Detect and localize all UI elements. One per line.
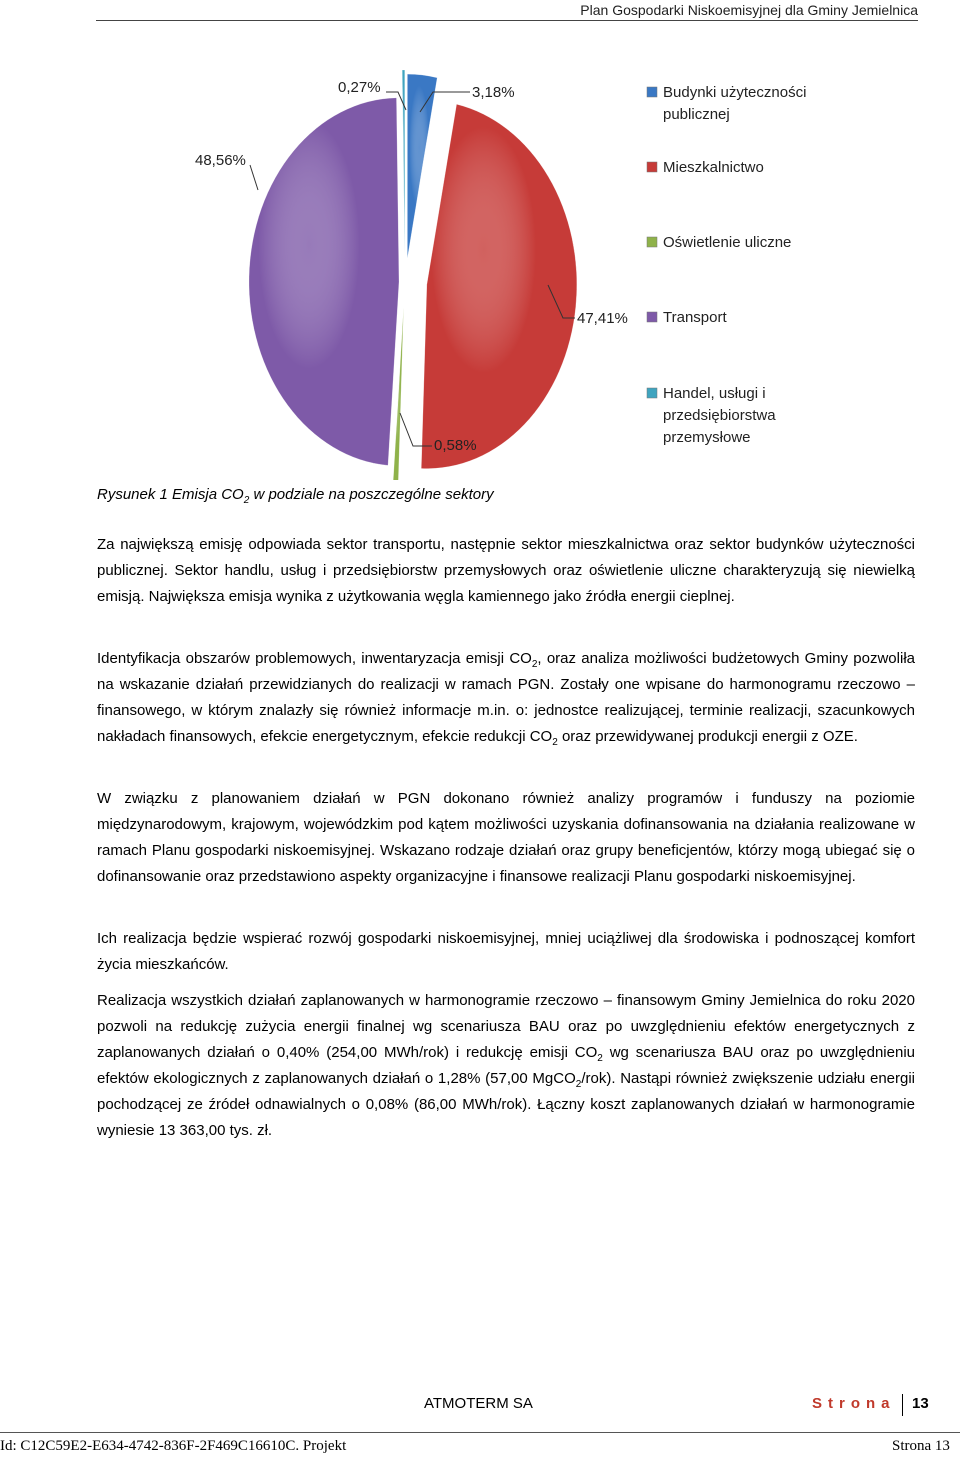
leader-line-3	[250, 165, 258, 190]
figure-caption	[97, 486, 494, 506]
pie-slice-shade-0	[407, 74, 437, 258]
p2-part-b: , oraz analiza możliwości budżetowych Gminy pozwoliła na wskazanie działań przewidzianych do realizacji w ramach PGN. Zostały one wpisane do harmonogramu rzeczowo – finansowego, w którym znalazły się również informacje m.in. o: jednostce realizującej, terminie realizacji, szacunkowych nakładach finansowych, efekcie energetycznym, efekcie redukcji CO	[97, 650, 915, 745]
data-label-1: 47,41%	[577, 310, 628, 327]
p5-sub-2: 2	[575, 1079, 582, 1090]
legend-swatch-0	[647, 87, 657, 97]
document-page-label: Strona 13	[892, 1438, 950, 1454]
p2-part-a: Identyfikacja obszarów problemowych, inwentaryzacja emisji CO	[97, 650, 532, 667]
pie-slice-shade-3	[249, 98, 399, 465]
footer-page-number: 13	[912, 1395, 929, 1412]
legend-swatch-4	[647, 388, 657, 398]
p2-part-c: oraz przewidywanej produkcji energii z OZE.	[557, 728, 858, 745]
footer-separator	[902, 1394, 903, 1416]
data-label-4: 0,27%	[338, 79, 381, 96]
legend-swatch-3	[647, 312, 657, 322]
legend-label-4: Handel, usługi i przedsiębiorstwa przemysłowe	[663, 385, 776, 446]
document-id: Id: C12C59E2-E634-4742-836F-2F469C16610C. Projekt	[0, 1438, 347, 1454]
caption-sub: 2	[243, 495, 250, 506]
emission-pie-chart	[0, 0, 960, 480]
legend-label-0: Budynki użyteczności publicznej	[663, 84, 807, 123]
caption-suffix: w podziale na poszczególne sektory	[249, 486, 494, 503]
paragraph-results	[97, 988, 915, 1144]
paragraph-implementation: Ich realizacja będzie wspierać rozwój gospodarki niskoemisyjnej, mniej uciążliwej dla środowiska i podnoszącej komfort życia mieszkańców.	[97, 930, 915, 973]
caption-prefix: Rysunek 1 Emisja CO	[97, 486, 244, 503]
data-label-0: 3,18%	[472, 84, 515, 101]
legend-label-3: Transport	[663, 309, 727, 326]
p5-part-b: wg scenariusza BAU oraz po uwzględnieniu efektów ekologicznych z zaplanowanych działań o 1,28% (57,00 MgCO	[97, 1044, 915, 1087]
legend-label-1: Mieszkalnictwo	[663, 159, 764, 176]
data-label-2: 0,58%	[434, 437, 477, 454]
pie-slice-shade-4	[402, 70, 405, 254]
footer-company: ATMOTERM SA	[424, 1395, 533, 1412]
p2-sub-2: 2	[552, 737, 558, 748]
p5-part-a: Realizacja wszystkich działań zaplanowanych w harmonogramie rzeczowo – finansowym Gminy Jemielnica do roku 2020 pozwoli na redukcję zużycia energii finalnej wg scenariusza BAU oraz po uwzględnieniu efektów energetycznych z zaplanowanych działań o 0,40% (254,00 MWh/rok) i redukcję emisji CO	[97, 992, 915, 1061]
legend-swatch-1	[647, 162, 657, 172]
p2-sub-1: 2	[531, 659, 538, 670]
p5-part-c: /rok). Nastąpi również zwiększenie udziału energii pochodzącej ze źródeł odnawialnych o 0,08% (86,00 MWh/rok). Łączny koszt zaplanowanych działań w harmonogramie wyniesie 13 363,00 tys. zł.	[97, 1070, 916, 1139]
paragraph-funding-analysis: W związku z planowaniem działań w PGN dokonano również analizy programów i funduszy na poziomie międzynarodowym, krajowym, wojewódzkim pod kątem możliwości uzyskania dofinansowania na działania realizowane w ramach Planu gospodarki niskoemisyjnej. Wskazano rodzaje działań oraz grupy beneficjentów, którzy mogą ubiegać się o dofinansowanie oraz przedstawiono aspekty organizacyjne i finansowe realizacji Planu gospodarki niskoemisyjnej.	[97, 790, 915, 885]
footer-page-word: Strona	[812, 1395, 896, 1412]
page-header-title: Plan Gospodarki Niskoemisyjnej dla Gminy Jemielnica	[580, 2, 918, 18]
pie-slice-shade-1	[421, 104, 577, 468]
legend-label-2: Oświetlenie uliczne	[663, 234, 792, 251]
legend-swatch-2	[647, 237, 657, 247]
data-label-3: 48,56%	[195, 152, 246, 169]
p5-sub-1: 2	[597, 1053, 603, 1064]
chart-legend	[647, 84, 806, 446]
pie-slices	[249, 70, 577, 480]
paragraph-emission-summary: Za największą emisję odpowiada sektor transportu, następnie sektor mieszkalnictwa oraz sektor budynków użyteczności publicznej. Sektor handlu, usług i przedsiębiorstw przemysłowych oraz oświetlenie uliczne charakteryzują się niewielką emisją. Największa emisja wynika z użytkowania węgla kamiennego jako źródła energii cieplnej.	[97, 536, 915, 605]
paragraph-problem-areas	[97, 646, 915, 750]
id-divider	[0, 1432, 960, 1433]
